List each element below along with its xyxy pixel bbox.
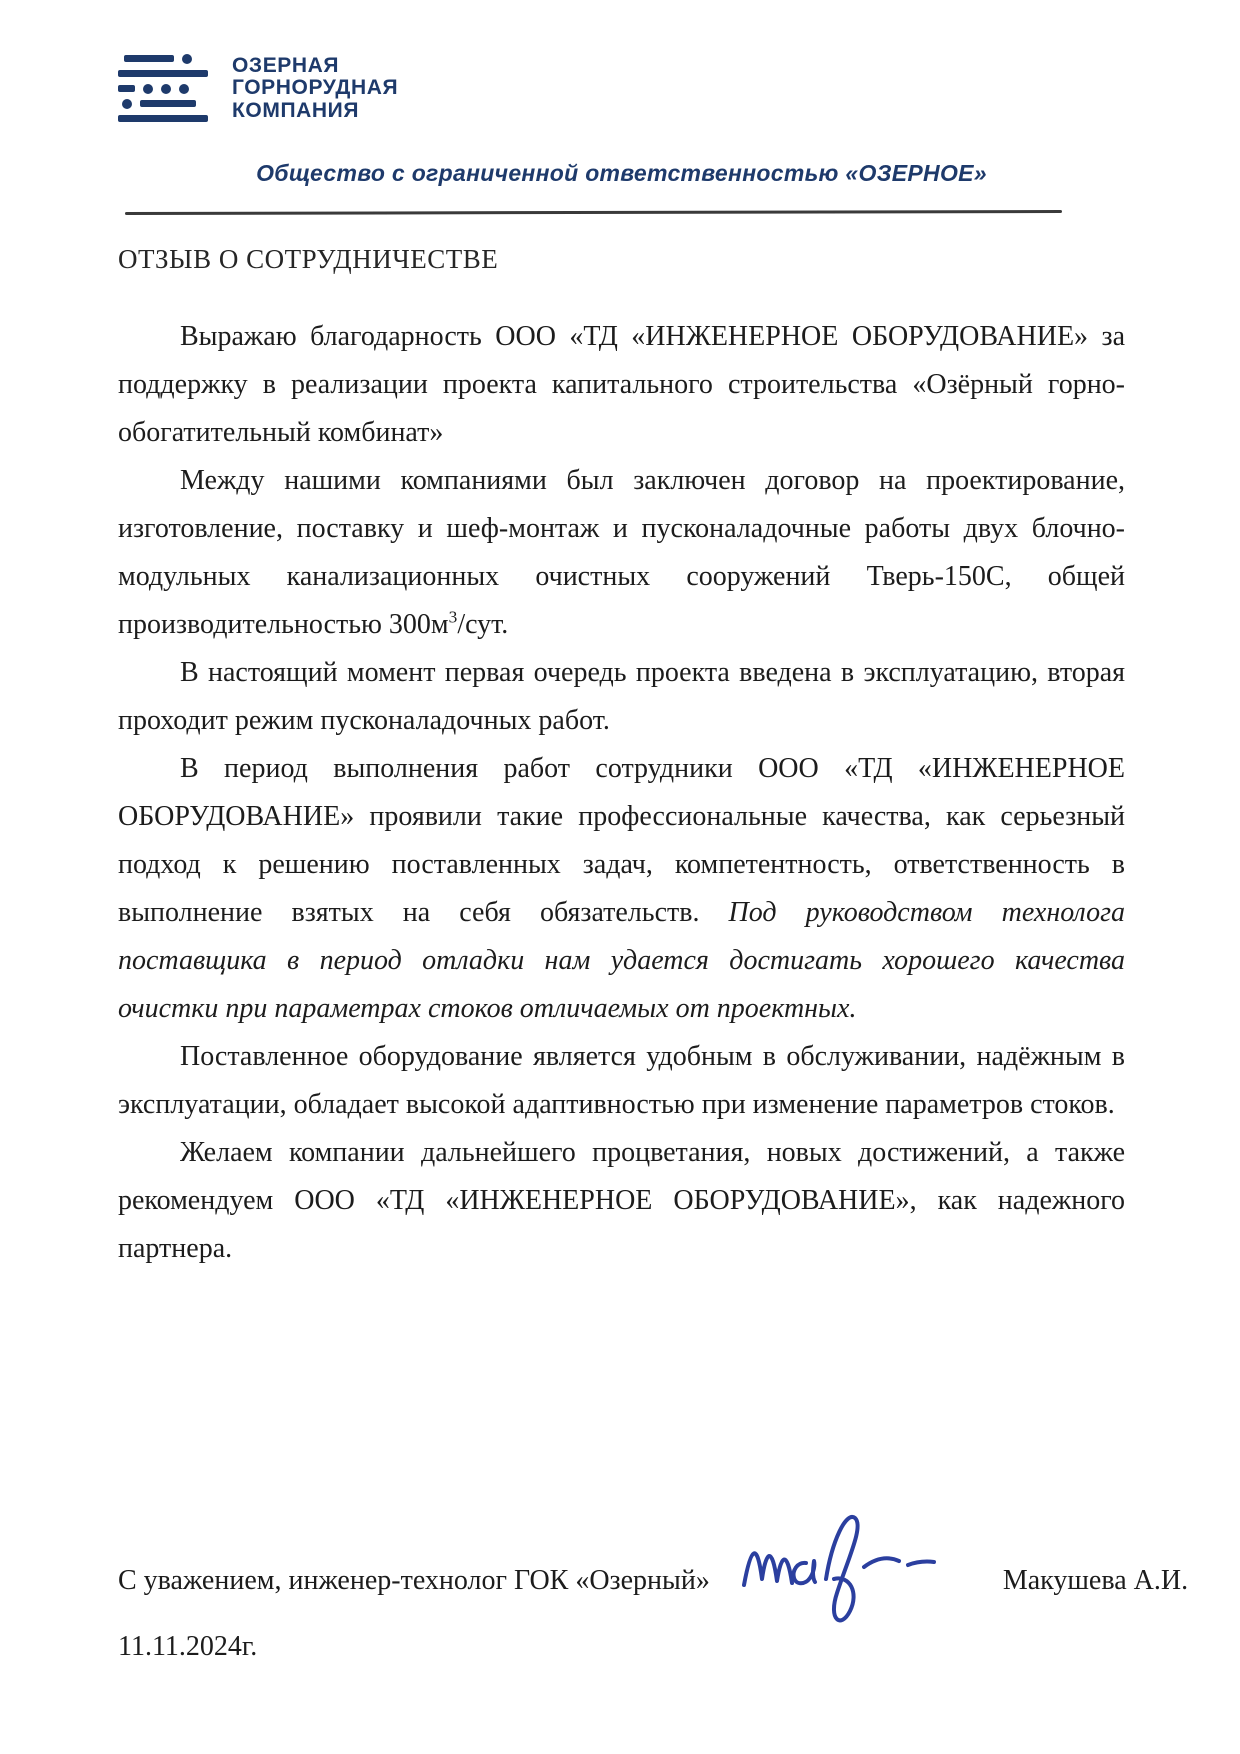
company-full-name: Общество с ограниченной ответственностью «ОЗЕРНОЕ»	[256, 160, 987, 187]
logo-mark-row	[118, 85, 210, 92]
paragraph	[118, 1033, 1125, 1129]
superscript-run: 3	[448, 608, 458, 628]
text-run: В период выполнения работ сотрудники ООО «ТД «ИНЖЕНЕРНОЕ ОБОРУДОВАНИЕ» проявили такие профессиональные качества, как серьезный подход к решению поставленных задач, компетентность, ответственность в выполнение взятых на себя обязательств.	[118, 753, 1125, 929]
logo-bar	[124, 55, 174, 62]
logo-line-3: КОМПАНИЯ	[232, 98, 360, 122]
divider-line	[125, 210, 1062, 215]
paragraph	[118, 1129, 1125, 1273]
text-run: Желаем компании дальнейшего процветания, новых достижений, а также рекомендуем ООО «ТД «ИНЖЕНЕРНОЕ ОБОРУДОВАНИЕ», как надежного партнера.	[118, 1137, 1125, 1265]
logo-bar	[118, 85, 135, 92]
logo-line-2: ГОРНОРУДНАЯ	[232, 76, 399, 100]
morse-pattern-logo-icon	[118, 55, 210, 122]
logo-text	[232, 55, 398, 122]
closing-text: С уважением, инженер-технолог ГОК «Озерный»	[118, 1565, 710, 1597]
text-run: Выражаю благодарность ООО «ТД «ИНЖЕНЕРНОЕ ОБОРУДОВАНИЕ» за поддержку в реализации проекта капитального строительства «Озёрный горно-обогатительный комбинат»	[118, 321, 1125, 449]
text-run: Поставленное оборудование является удобным в обслуживании, надёжным в эксплуатации, обладает высокой адаптивностью при изменение параметров стоков.	[118, 1041, 1125, 1121]
paragraph	[118, 649, 1125, 745]
logo-bar	[140, 100, 196, 107]
logo-bar	[118, 115, 208, 122]
text-run: Между нашими компаниями был заключен договор на проектирование, изготовление, поставку и шеф-монтаж и пусконаладочные работы двух блочно-модульных канализационных очистных сооружений Тверь-150С, общей производительностью 300м	[118, 465, 1125, 641]
logo-dot	[161, 84, 171, 94]
company-logo	[118, 55, 398, 122]
signature-row	[118, 1565, 1189, 1597]
logo-dot	[143, 84, 153, 94]
logo-mark-row	[118, 55, 210, 62]
logo-mark-row	[118, 70, 210, 77]
logo-dot	[179, 84, 189, 94]
italic-text-run: Под руководством технолога поставщика в период отладки нам удается достигать хорошего качества очистки при параметрах стоков отличаемых от проектных.	[118, 897, 1125, 1025]
paragraph	[118, 457, 1125, 649]
logo-line-1: ОЗЕРНАЯ	[232, 54, 340, 77]
document-title: ОТЗЫВ О СОТРУДНИЧЕСТВЕ	[118, 244, 499, 275]
letter-body	[118, 313, 1125, 1273]
paragraph	[118, 313, 1125, 457]
logo-dot	[182, 54, 192, 64]
logo-dot	[122, 99, 132, 109]
logo-bar	[118, 70, 208, 77]
letterhead	[118, 55, 1125, 122]
logo-mark-row	[118, 115, 210, 122]
text-run: В настоящий момент первая очередь проекта введена в эксплуатацию, вторая проходит режим пусконаладочных работ.	[118, 657, 1125, 737]
handwritten-signature	[736, 1503, 951, 1635]
logo-mark-row	[118, 100, 210, 107]
text-run: /сут.	[457, 609, 509, 641]
date: 11.11.2024г.	[118, 1631, 258, 1663]
signatory-name: Макушева А.И.	[1002, 1565, 1189, 1597]
paragraph	[118, 745, 1125, 1033]
